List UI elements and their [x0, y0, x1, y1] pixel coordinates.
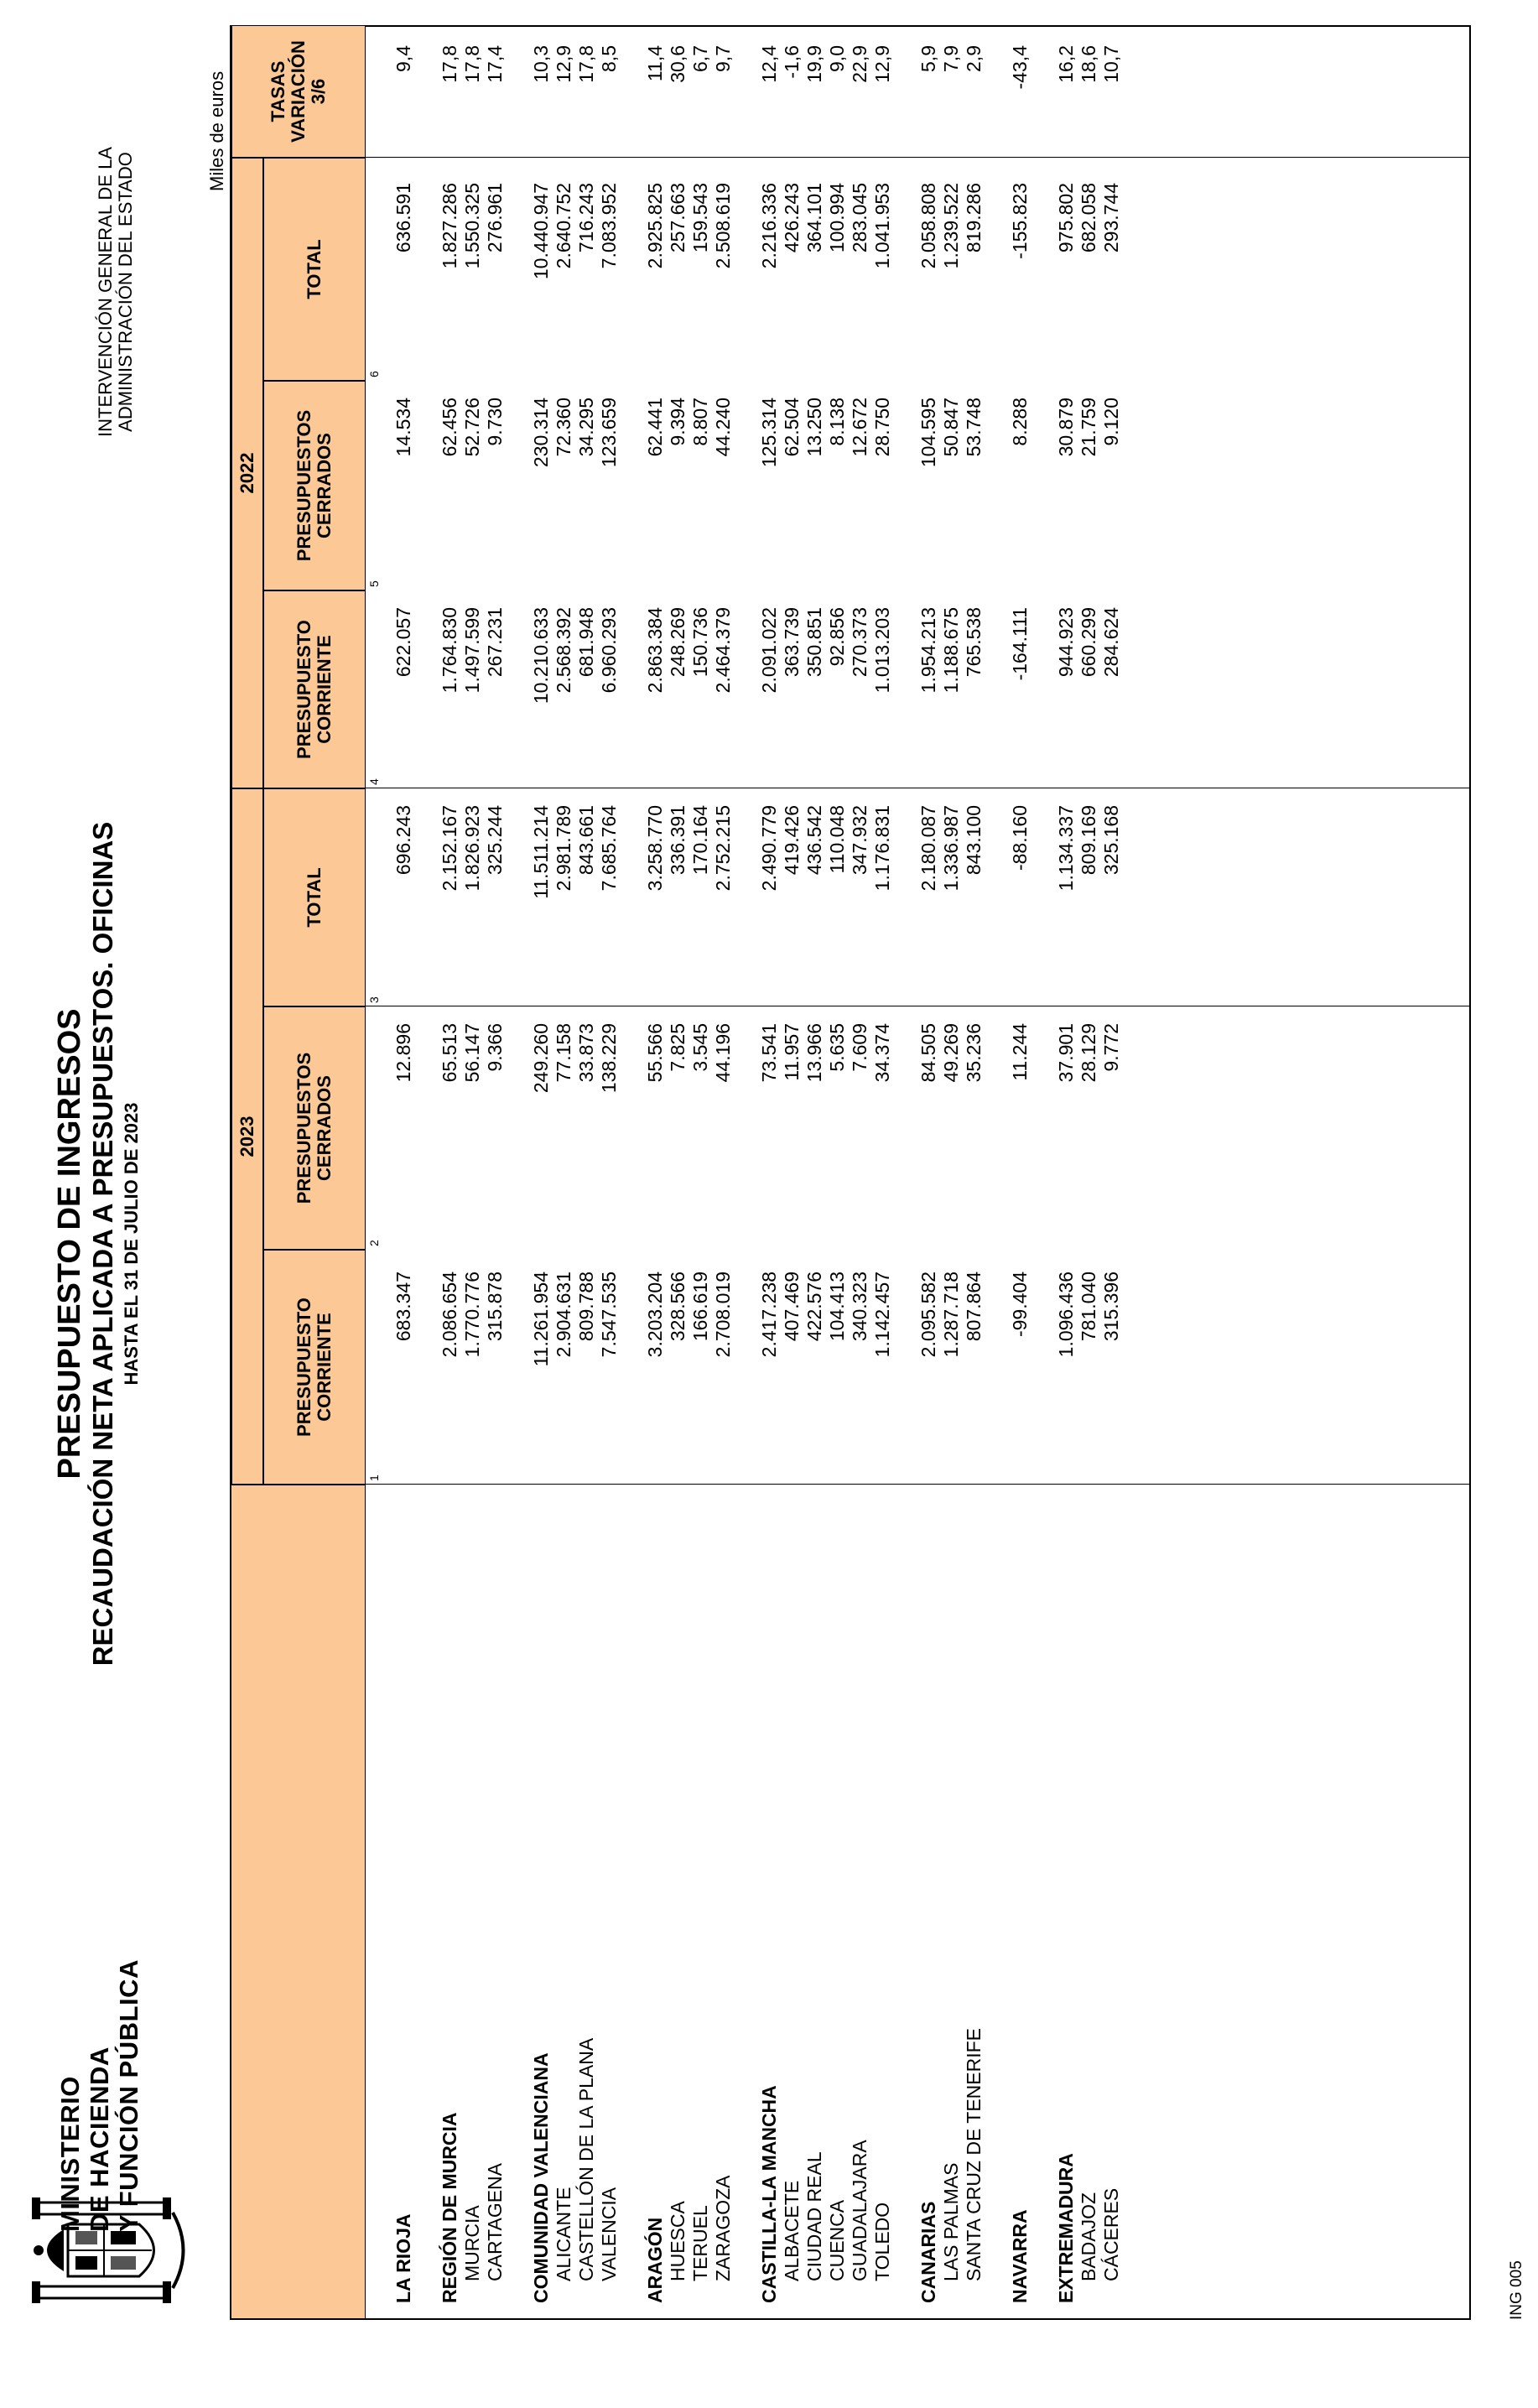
table-cell: 781.040	[1078, 1272, 1099, 1342]
table-row	[528, 25, 553, 2318]
table-cell: 2,9	[963, 45, 985, 72]
table-cell: 944.923	[1055, 607, 1077, 678]
table-cell: 682.058	[1078, 183, 1099, 253]
table-cell: 8.138	[826, 398, 848, 446]
table-cell: 1.188.675	[940, 607, 962, 694]
column-number: 3	[367, 996, 381, 1003]
igae-line-2: ADMINISTRACIÓN DEL ESTADO	[115, 152, 136, 432]
table-cell: 636.591	[392, 183, 414, 253]
table-row	[665, 25, 690, 2318]
table-cell: 7.825	[667, 1023, 688, 1072]
table-cell: 1.142.457	[871, 1272, 893, 1358]
table-row	[916, 25, 941, 2318]
table-cell: 1.041.953	[871, 183, 893, 269]
column-number: 1	[367, 1474, 381, 1481]
office-name: CUENCA	[826, 2199, 848, 2281]
table-cell: 110.048	[826, 805, 848, 874]
table-cell: 350.851	[803, 607, 825, 678]
table-cell: 17,4	[484, 45, 506, 83]
table-cell: 9.394	[667, 398, 688, 446]
office-name: BADAJOZ	[1078, 2192, 1099, 2281]
table-cell: 1.954.213	[917, 607, 939, 694]
table-row	[779, 25, 804, 2318]
table-cell: 62.456	[439, 398, 460, 457]
table-cell: 5,9	[917, 45, 939, 72]
region-name: COMUNIDAD VALENCIANA	[530, 2052, 552, 2303]
table-cell: 422.576	[803, 1272, 825, 1342]
column-number: 6	[367, 371, 381, 377]
table-cell: 6.960.293	[598, 607, 620, 694]
table-cell: 325.244	[484, 805, 506, 876]
region-name: NAVARRA	[1009, 2209, 1031, 2303]
table-cell: 9,4	[392, 45, 414, 72]
table-cell: 11.957	[781, 1023, 803, 1081]
table-row	[596, 25, 621, 2318]
table-cell: -43,4	[1009, 45, 1031, 90]
table-cell: 28.129	[1078, 1023, 1099, 1083]
table-cell: 49.269	[940, 1023, 962, 1083]
table-cell: 30,6	[667, 45, 688, 83]
table-cell: 407.469	[781, 1272, 803, 1342]
table-cell: 1.827.286	[439, 183, 460, 269]
office-name: TERUEL	[689, 2205, 711, 2281]
office-name: GUADALAJARA	[849, 2140, 870, 2281]
office-name: MURCIA	[461, 2205, 483, 2281]
table-cell: -88.160	[1009, 805, 1031, 871]
table-cell: -99.404	[1009, 1272, 1031, 1338]
table-cell: 809.169	[1078, 805, 1099, 876]
table-row	[1007, 25, 1032, 2318]
table-cell: 11.261.954	[530, 1272, 552, 1367]
table-cell: 13.250	[803, 398, 825, 457]
table-cell: 2.752.215	[712, 805, 734, 892]
table-cell: 328.566	[667, 1272, 688, 1342]
table-cell: 73.541	[758, 1023, 780, 1083]
table-cell: 52.726	[461, 398, 483, 457]
table-cell: 2.216.336	[758, 183, 780, 269]
table-cell: 2.095.582	[917, 1272, 939, 1358]
table-cell: 34.295	[575, 398, 597, 457]
table-cell: 44.240	[712, 398, 734, 457]
table-cell: 77.158	[553, 1023, 574, 1083]
table-cell: 9.772	[1100, 1023, 1122, 1072]
report-code: ING 005	[1508, 2260, 1525, 2320]
ministry-line-2: DE HACIENDA	[85, 2047, 114, 2232]
table-cell: 7,9	[940, 45, 962, 72]
table-cell: 363.739	[781, 607, 803, 678]
table-cell: 35.236	[963, 1023, 985, 1083]
table-row	[460, 25, 485, 2318]
table-cell: 3.258.770	[644, 805, 666, 892]
table-cell: 11.244	[1009, 1023, 1031, 1081]
table-cell: 12.672	[849, 398, 870, 457]
table-cell: 56.147	[461, 1023, 483, 1083]
table-cell: 1.134.337	[1055, 805, 1077, 892]
table-cell: 248.269	[667, 607, 688, 678]
table-cell: 315.396	[1100, 1272, 1122, 1342]
table-row	[437, 25, 462, 2318]
table-cell: 170.164	[689, 805, 711, 876]
office-name: LAS PALMAS	[940, 2162, 962, 2281]
col-header-corriente-2022: PRESUPUESTO CORRIENTE	[263, 590, 366, 788]
table-cell: 9.366	[484, 1023, 506, 1072]
table-row	[482, 25, 507, 2318]
table-cell: 267.231	[484, 607, 506, 678]
table-cell: 14.534	[392, 398, 414, 457]
table-cell: 283.045	[849, 183, 870, 253]
table-cell: 3.545	[689, 1023, 711, 1072]
table-cell: 807.864	[963, 1272, 985, 1342]
table-cell: 37.901	[1055, 1023, 1077, 1083]
table-cell: 6,7	[689, 45, 711, 72]
table-cell: 843.100	[963, 805, 985, 876]
region-name: CASTILLA-LA MANCHA	[758, 2085, 780, 2303]
table-cell: 125.314	[758, 398, 780, 468]
table-cell: 426.243	[781, 183, 803, 253]
table-cell: 1.176.831	[871, 805, 893, 892]
table-cell: 100.994	[826, 183, 848, 253]
region-name: LA RIOJA	[392, 2213, 414, 2303]
region-name: ARAGÓN	[644, 2217, 666, 2303]
table-cell: 249.260	[530, 1023, 552, 1094]
table-row	[802, 25, 827, 2318]
table-cell: -1,6	[781, 45, 803, 79]
table-cell: 257.663	[667, 183, 688, 253]
region-name: CANARIAS	[917, 2201, 939, 2303]
year-2023-header: 2023	[231, 788, 263, 1485]
table-cell: 2.708.019	[712, 1272, 734, 1358]
table-cell: 696.243	[392, 805, 414, 876]
table-cell: 30.879	[1055, 398, 1077, 457]
data-table	[230, 25, 1471, 2320]
table-cell: 2.904.631	[553, 1272, 574, 1358]
units-label: Miles de euros	[206, 70, 227, 191]
table-cell: 1.096.436	[1055, 1272, 1077, 1358]
table-cell: 84.505	[917, 1023, 939, 1083]
table-row	[1053, 25, 1078, 2318]
table-cell: 166.619	[689, 1272, 711, 1342]
table-cell: 21.759	[1078, 398, 1099, 457]
table-cell: 12,9	[871, 45, 893, 83]
table-cell: 19,9	[803, 45, 825, 83]
table-cell: 55.566	[644, 1023, 666, 1083]
table-cell: 1.826.923	[461, 805, 483, 892]
table-cell: 315.878	[484, 1272, 506, 1342]
table-cell: 660.299	[1078, 607, 1099, 678]
table-cell: 2.417.238	[758, 1272, 780, 1358]
igae-label	[96, 116, 136, 468]
table-cell: 683.347	[392, 1272, 414, 1342]
table-cell: 1.013.203	[871, 607, 893, 694]
table-cell: 9.120	[1100, 398, 1122, 446]
table-cell: 62.441	[644, 398, 666, 457]
table-cell: 72.360	[553, 398, 574, 457]
table-cell: 230.314	[530, 398, 552, 468]
table-cell: 150.736	[689, 607, 711, 678]
table-cell: 340.323	[849, 1272, 870, 1342]
table-cell: 2.863.384	[644, 607, 666, 694]
table-row	[688, 25, 713, 2318]
table-cell: 436.542	[803, 805, 825, 876]
office-name: ZARAGOZA	[712, 2175, 734, 2281]
office-name: SANTA CRUZ DE TENERIFE	[963, 2027, 985, 2281]
table-cell: 92.856	[826, 607, 848, 667]
table-cell: 1.497.599	[461, 607, 483, 694]
table-cell: 819.286	[963, 183, 985, 253]
table-cell: 10.210.633	[530, 607, 552, 705]
table-cell: -164.111	[1009, 607, 1031, 681]
table-cell: 276.961	[484, 183, 506, 253]
table-cell: 3.203.204	[644, 1272, 666, 1358]
table-cell: 270.373	[849, 607, 870, 678]
table-cell: 33.873	[575, 1023, 597, 1083]
table-cell: 809.788	[575, 1272, 597, 1342]
table-cell: 1.336.987	[940, 805, 962, 892]
office-name: HUESCA	[667, 2201, 688, 2281]
office-name: CARTAGENA	[484, 2162, 506, 2281]
column-number: 5	[367, 580, 381, 587]
col-header-total-2022: TOTAL	[263, 158, 366, 381]
igae-line-1: INTERVENCIÓN GENERAL DE LA	[95, 147, 116, 437]
table-row	[961, 25, 986, 2318]
table-cell: 364.101	[803, 183, 825, 253]
table-cell: 9.730	[484, 398, 506, 446]
table-cell: 2.508.619	[712, 183, 734, 269]
table-cell: 336.391	[667, 805, 688, 876]
table-cell: 293.744	[1100, 183, 1122, 253]
table-cell: 9,0	[826, 45, 848, 72]
table-cell: 7.083.952	[598, 183, 620, 269]
table-cell: 10,7	[1100, 45, 1122, 83]
table-cell: 2.180.087	[917, 805, 939, 892]
column-number: 2	[367, 1240, 381, 1246]
table-cell: 765.538	[963, 607, 985, 678]
office-name: VALENCIA	[598, 2187, 620, 2281]
table-cell: 12,9	[553, 45, 574, 83]
table-cell: 1.770.776	[461, 1272, 483, 1358]
table-cell: 138.229	[598, 1023, 620, 1094]
table-cell: 10.440.947	[530, 183, 552, 280]
table-cell: 681.948	[575, 607, 597, 678]
col-header-total-2023: TOTAL	[263, 788, 366, 1006]
table-cell: 104.595	[917, 398, 939, 468]
table-row	[1076, 25, 1101, 2318]
table-cell: 8.807	[689, 398, 711, 446]
table-cell: 2.086.654	[439, 1272, 460, 1358]
table-cell: 2.464.379	[712, 607, 734, 694]
table-row	[1099, 25, 1124, 2318]
table-cell: 716.243	[575, 183, 597, 253]
col-header-cerrados-2023: PRESUPUESTOS CERRADOS	[263, 1006, 366, 1250]
table-cell: -155.823	[1009, 183, 1031, 259]
table-cell: 17,8	[461, 45, 483, 83]
table-cell: 8.288	[1009, 398, 1031, 446]
table-cell: 11,4	[644, 45, 666, 82]
region-name: EXTREMADURA	[1055, 2153, 1077, 2303]
table-cell: 12,4	[758, 45, 780, 83]
tasas-header: TASAS VARIACIÓN 3/6	[231, 25, 366, 158]
table-cell: 62.504	[781, 398, 803, 457]
table-cell: 347.932	[849, 805, 870, 876]
table-cell: 7.685.764	[598, 805, 620, 892]
table-cell: 123.659	[598, 398, 620, 468]
table-row	[574, 25, 599, 2318]
table-cell: 10,3	[530, 45, 552, 83]
office-name: CIUDAD REAL	[803, 2151, 825, 2281]
table-header-blank	[231, 1485, 366, 2318]
table-cell: 1.764.830	[439, 607, 460, 694]
table-cell: 22,9	[849, 45, 870, 83]
table-cell: 159.543	[689, 183, 711, 253]
table-cell: 53.748	[963, 398, 985, 457]
table-row	[938, 25, 964, 2318]
table-cell: 18,6	[1078, 45, 1099, 83]
table-cell: 9,7	[712, 45, 734, 72]
office-name: ALBACETE	[781, 2180, 803, 2281]
table-cell: 2.981.789	[553, 805, 574, 892]
table-cell: 843.661	[575, 805, 597, 876]
table-row	[870, 25, 895, 2318]
table-cell: 7.609	[849, 1023, 870, 1072]
table-cell: 2.490.779	[758, 805, 780, 892]
table-cell: 2.925.825	[644, 183, 666, 269]
table-cell: 17,8	[575, 45, 597, 83]
table-row	[756, 25, 782, 2318]
column-number: 4	[367, 778, 381, 785]
table-cell: 11.511.214	[530, 805, 552, 899]
col-header-cerrados-2022: PRESUPUESTOS CERRADOS	[263, 381, 366, 590]
table-cell: 419.426	[781, 805, 803, 876]
ministry-line-1: MINISTERIO	[55, 2076, 85, 2232]
table-cell: 975.802	[1055, 183, 1077, 253]
table-cell: 1.239.522	[940, 183, 962, 269]
report-period: HASTA EL 31 DE JULIO DE 2023	[121, 1102, 142, 1386]
table-cell: 2.058.808	[917, 183, 939, 269]
table-row	[824, 25, 850, 2318]
table-cell: 325.168	[1100, 805, 1122, 876]
region-name: REGIÓN DE MURCIA	[439, 2112, 460, 2303]
table-row	[642, 25, 668, 2318]
table-cell: 2.152.167	[439, 805, 460, 892]
table-row	[551, 25, 576, 2318]
office-name: ALICANTE	[553, 2187, 574, 2281]
table-cell: 50.847	[940, 398, 962, 457]
table-cell: 622.057	[392, 607, 414, 678]
table-cell: 104.413	[826, 1272, 848, 1342]
table-cell: 1.287.718	[940, 1272, 962, 1358]
table-cell: 5.635	[826, 1023, 848, 1072]
table-cell: 1.550.325	[461, 183, 483, 269]
table-cell: 13.966	[803, 1023, 825, 1083]
table-cell: 65.513	[439, 1023, 460, 1083]
table-cell: 284.624	[1100, 607, 1122, 678]
table-cell: 2.568.392	[553, 607, 574, 694]
table-cell: 7.547.535	[598, 1272, 620, 1358]
report-subtitle: RECAUDACIÓN NETA APLICADA A PRESUPUESTOS. OFICINAS	[87, 821, 118, 1667]
col-header-corriente-2023: PRESUPUESTO CORRIENTE	[263, 1250, 366, 1485]
table-cell: 17,8	[439, 45, 460, 83]
table-row	[391, 25, 416, 2318]
office-name: CASTELLÓN DE LA PLANA	[575, 2037, 597, 2281]
office-name: TOLEDO	[871, 2202, 893, 2281]
table-row	[847, 25, 872, 2318]
year-2022-header: 2022	[231, 158, 263, 788]
table-cell: 2.091.022	[758, 607, 780, 694]
table-cell: 2.640.752	[553, 183, 574, 269]
table-cell: 8,5	[598, 45, 620, 72]
table-cell: 16,2	[1055, 45, 1077, 83]
report-title: PRESUPUESTO DE INGRESOS	[52, 1008, 87, 1480]
ministry-line-3: Y FUNCIÓN PÚBLICA	[114, 1959, 143, 2232]
office-name: CÁCERES	[1100, 2187, 1122, 2281]
table-cell: 12.896	[392, 1023, 414, 1083]
table-cell: 44.196	[712, 1023, 734, 1083]
table-cell: 28.750	[871, 398, 893, 457]
table-cell: 34.374	[871, 1023, 893, 1083]
table-row	[710, 25, 735, 2318]
